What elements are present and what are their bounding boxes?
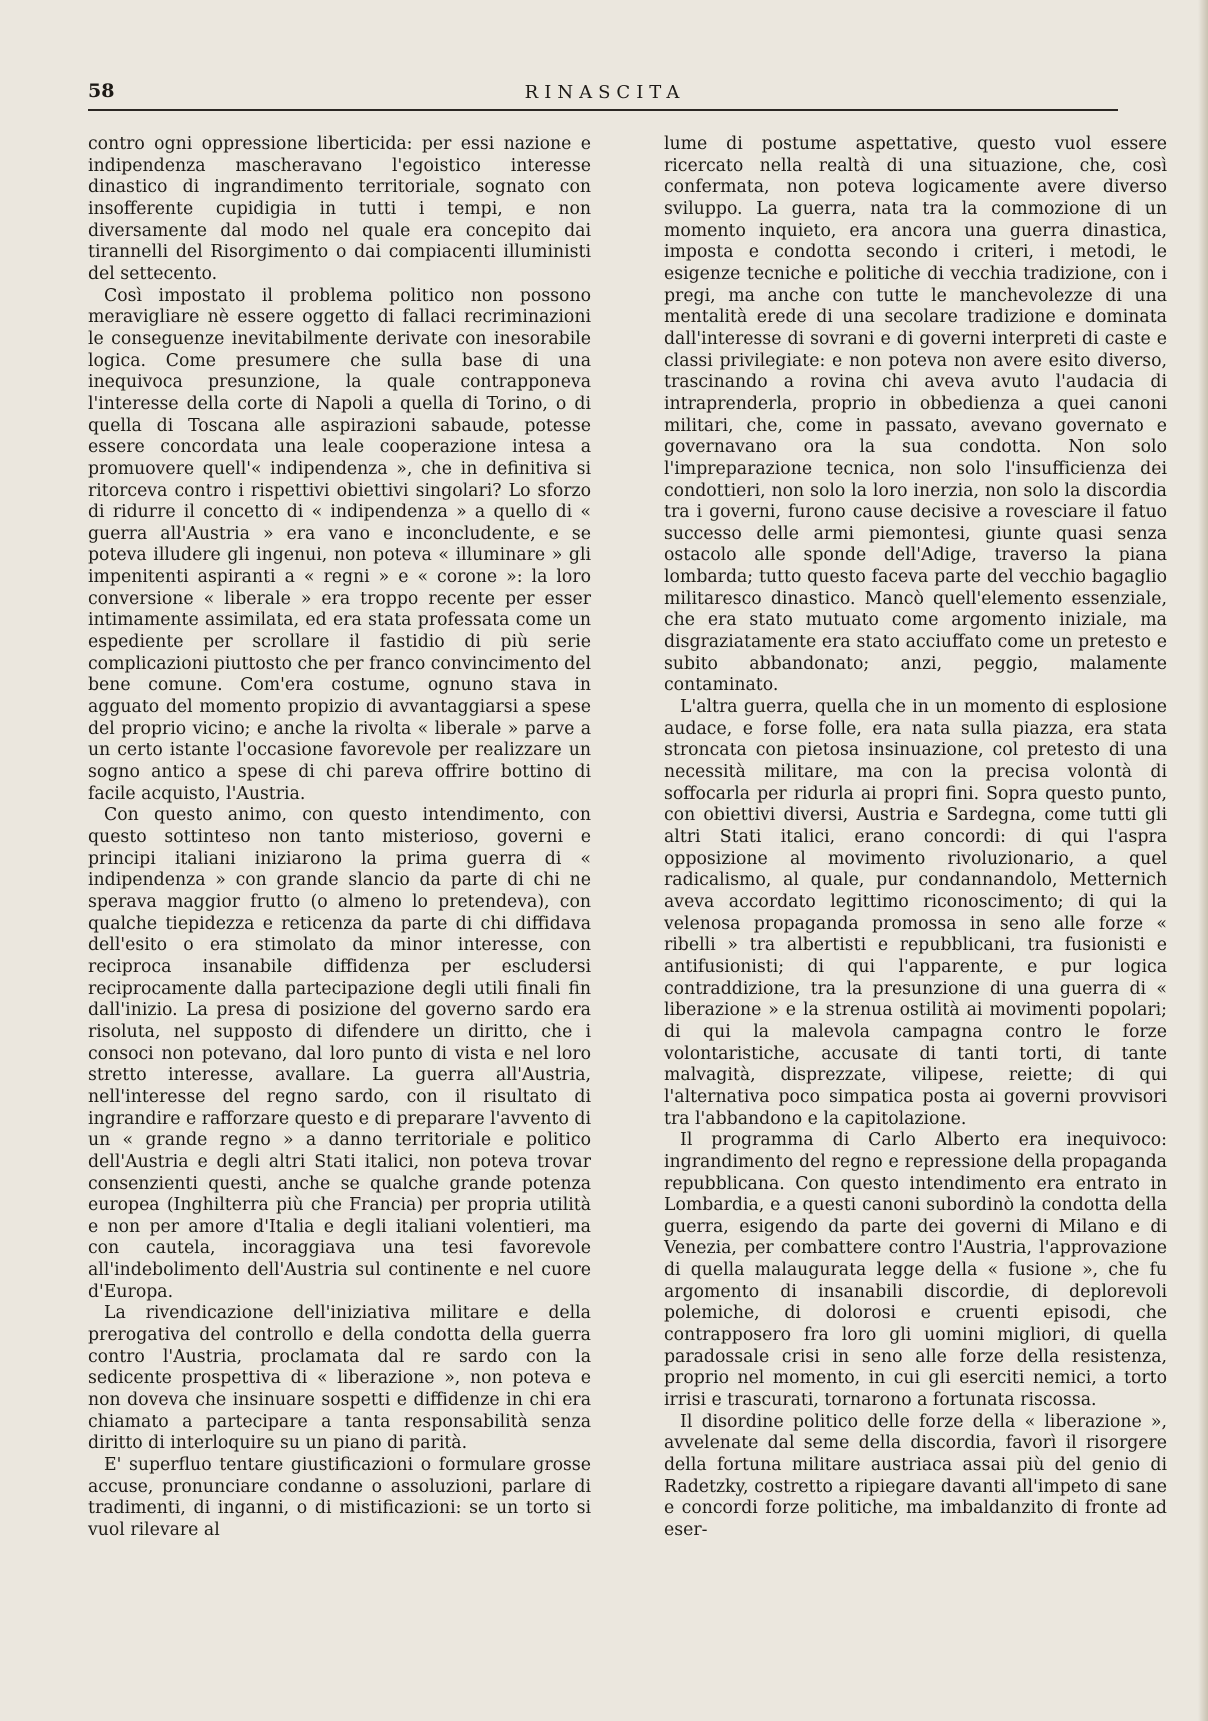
- paragraph: Il disordine politico delle forze della « liberazione », avvelenate dal seme della discordia, favorì il risorgere della fortuna militare austriaca assai più del genio di Radetzky, costretto a ripiegare davanti all'impeto di sane e concordi forze politiche, ma imbaldanzito di fronte ad eser-: [664, 1411, 1167, 1540]
- left-column: [88, 134, 591, 1542]
- header-rule: [88, 109, 1118, 111]
- paragraph: Il programma di Carlo Alberto era inequivoco: ingrandimento del regno e repressione della propaganda repubblicana. Con questo intendimento era entrato in Lombardia, e a questi canoni subordinò la condotta della guerra, esigendo da parte dei governi di Milano e di Venezia, per combattere contro l'Austria, l'approvazione di quella malaugurata legge della « fusione », che fu argomento di insanabili discordie, di deplorevoli polemiche, di dolorosi e cruenti episodi, che contrapposero fra loro gli uomini migliori, di quella paradossale crisi in seno alle forze della resistenza, proprio nel momento, in cui gli eserciti nemici, a torto irrisi e trascurati, tornarono a fortunata riscossa.: [664, 1130, 1167, 1411]
- paragraph: lume di postume aspettative, questo vuol essere ricercato nella realtà di una situazione, che, così confermata, non poteva logicamente avere diverso sviluppo. La guerra, nata tra la commozione di un momento inquieto, era ancora una guerra dinastica, imposta e condotta secondo i criteri, i metodi, le esigenze tecniche e politiche di vecchia tradizione, con i pregi, ma anche con tutte le manchevolezze di una mentalità erede di una secolare tradizione e dominata dall'interesse di sovrani e di governi interpreti di caste e classi privilegiate: e non poteva non avere esito diverso, trascinando a rovina chi aveva avuto l'audacia di intraprenderla, proprio in obbedienza a quei canoni militari, che, come in passato, avevano governato e governavano ora la sua condotta. Non solo l'impreparazione tecnica, non solo l'insufficienza dei condottieri, non solo la loro inerzia, non solo la discordia tra i governi, furono cause decisive a rovesciare il fatuo successo delle armi piemontesi, giunte quasi senza ostacolo alle sponde dell'Adige, traverso la piana lombarda; tutto questo faceva parte del vecchio bagaglio militaresco dinastico. Mancò quell'elemento essenziale, che era stato mutuato come argomento iniziale, ma disgraziatamente era stato acciuffato come un pretesto e subito abbandonato; anzi, peggio, malamente contaminato.: [664, 134, 1167, 696]
- page-number: 58: [88, 80, 115, 102]
- right-column: [664, 134, 1167, 1542]
- journal-title: RINASCITA: [524, 82, 686, 103]
- paragraph: La rivendicazione dell'iniziativa militare e della prerogativa del controllo e della condotta della guerra contro l'Austria, proclamata dal re sardo con la sedicente prospettiva di « liberazione », non poteva e non doveva che insinuare sospetti e diffidenze in chi era chiamato a partecipare a tanta responsabilità senza diritto di interloquire su un piano di parità.: [88, 1303, 591, 1454]
- paragraph: contro ogni oppressione liberticida: per essi nazione e indipendenza mascheravano l'egoistico interesse dinastico di ingrandimento territoriale, sognato con insofferente cupidigia in tutti i tempi, e non diversamente dal modo nel quale era concepito dai tirannelli del Risorgimento o dai compiacenti illuministi del settecento.: [88, 134, 591, 284]
- paragraph: Con questo animo, con questo intendimento, con questo sottinteso non tanto misterioso, governi e principi italiani iniziarono la prima guerra di « indipendenza » con grande slancio da parte di chi ne sperava maggior frutto (o almeno lo pretendeva), con qualche tiepidezza e reticenza da parte di chi diffidava dell'esito o era stimolato da minor interesse, con reciproca insanabile diffidenza per escludersi reciprocamente dalla partecipazione degli utili finali fin dall'inizio. La presa di posizione del governo sardo era risoluta, nel supposto di difendere un diritto, che i consoci non potevano, dal loro punto di vista e nel loro stretto interesse, avallare. La guerra all'Austria, nell'interesse del regno sardo, con il risultato di ingrandire e rafforzare questo e di preparare l'avvento di un « grande regno » a danno territoriale e politico dell'Austria e degli altri Stati italici, non poteva trovar consenzienti questi, anche se qualche grande potenza europea (Inghilterra più che Francia) per propria utilità e non per amore d'Italia e degli italiani volentieri, ma con cautela, incoraggiava una tesi favorevole all'indebolimento dell'Austria sul continente e nel cuore d'Europa.: [88, 805, 591, 1302]
- paragraph: L'altra guerra, quella che in un momento di esplosione audace, e forse folle, era nata sulla piazza, era stata stroncata con pietosa insinuazione, col pretesto di una necessità militare, ma con la precisa volontà di soffocarla per ridurla ai propri fini. Sopra questo punto, con obiettivi diversi, Austria e Sardegna, come tutti gli altri Stati italici, erano concordi: di qui l'aspra opposizione al movimento rivoluzionario, a quel radicalismo, al quale, pur condannandolo, Metternich aveva accordato legittimo riconoscimento; di qui la velenosa propaganda promossa in seno alle forze « ribelli » tra albertisti e repubblicani, tra fusionisti e antifusionisti; di qui l'apparente, e pur logica contraddizione, tra la presunzione di una guerra di « liberazione » e la strenua ostilità ai movimenti popolari; di qui la malevola campagna contro le forze volontaristiche, accusate di tanti torti, di tante malvagità, disprezzate, vilipese, reiette; di qui l'alternativa poco simpatica posta ai governi provvisori tra l'abbandono e la capitolazione.: [664, 697, 1167, 1129]
- paragraph: E' superfluo tentare giustificazioni o formulare grosse accuse, pronunciare condanne o assoluzioni, parlare di tradimenti, di inganni, o di mistificazioni: se un torto si vuol rilevare al: [88, 1455, 591, 1540]
- page-edge-shadow: [1198, 0, 1208, 1721]
- paragraph: Così impostato il problema politico non possono meravigliare nè essere oggetto di fallaci recriminazioni le conseguenze inevitabilmente derivate con inesorabile logica. Come presumere che sulla base di una inequivoca presunzione, la quale contrapponeva l'interesse della corte di Napoli a quella di Torino, o di quella di Toscana alle aspirazioni sabaude, potesse essere concordata una leale cooperazione intesa a promuovere quell'« indipendenza », che in definitiva si ritorceva contro i rispettivi obiettivi singolari? Lo sforzo di ridurre il concetto di « indipendenza » a quello di « guerra all'Austria » era vano e inconcludente, e se poteva illudere gli ingenui, non poteva « illuminare » gli impenitenti aspiranti a « regni » e « corone »: la loro conversione « liberale » era troppo recente per esser intimamente assimilata, ed era stata professata come un espediente per scrollare il fastidio di più serie complicazioni piuttosto che per franco convincimento del bene comune. Com'era costume, ognuno stava in agguato del momento propizio di avvantaggiarsi a spese del proprio vicino; e anche la rivolta « liberale » parve a un certo istante l'occasione favorevole per realizzare un sogno antico a spese di chi pareva offrire bottino di facile acquisto, l'Austria.: [88, 285, 591, 804]
